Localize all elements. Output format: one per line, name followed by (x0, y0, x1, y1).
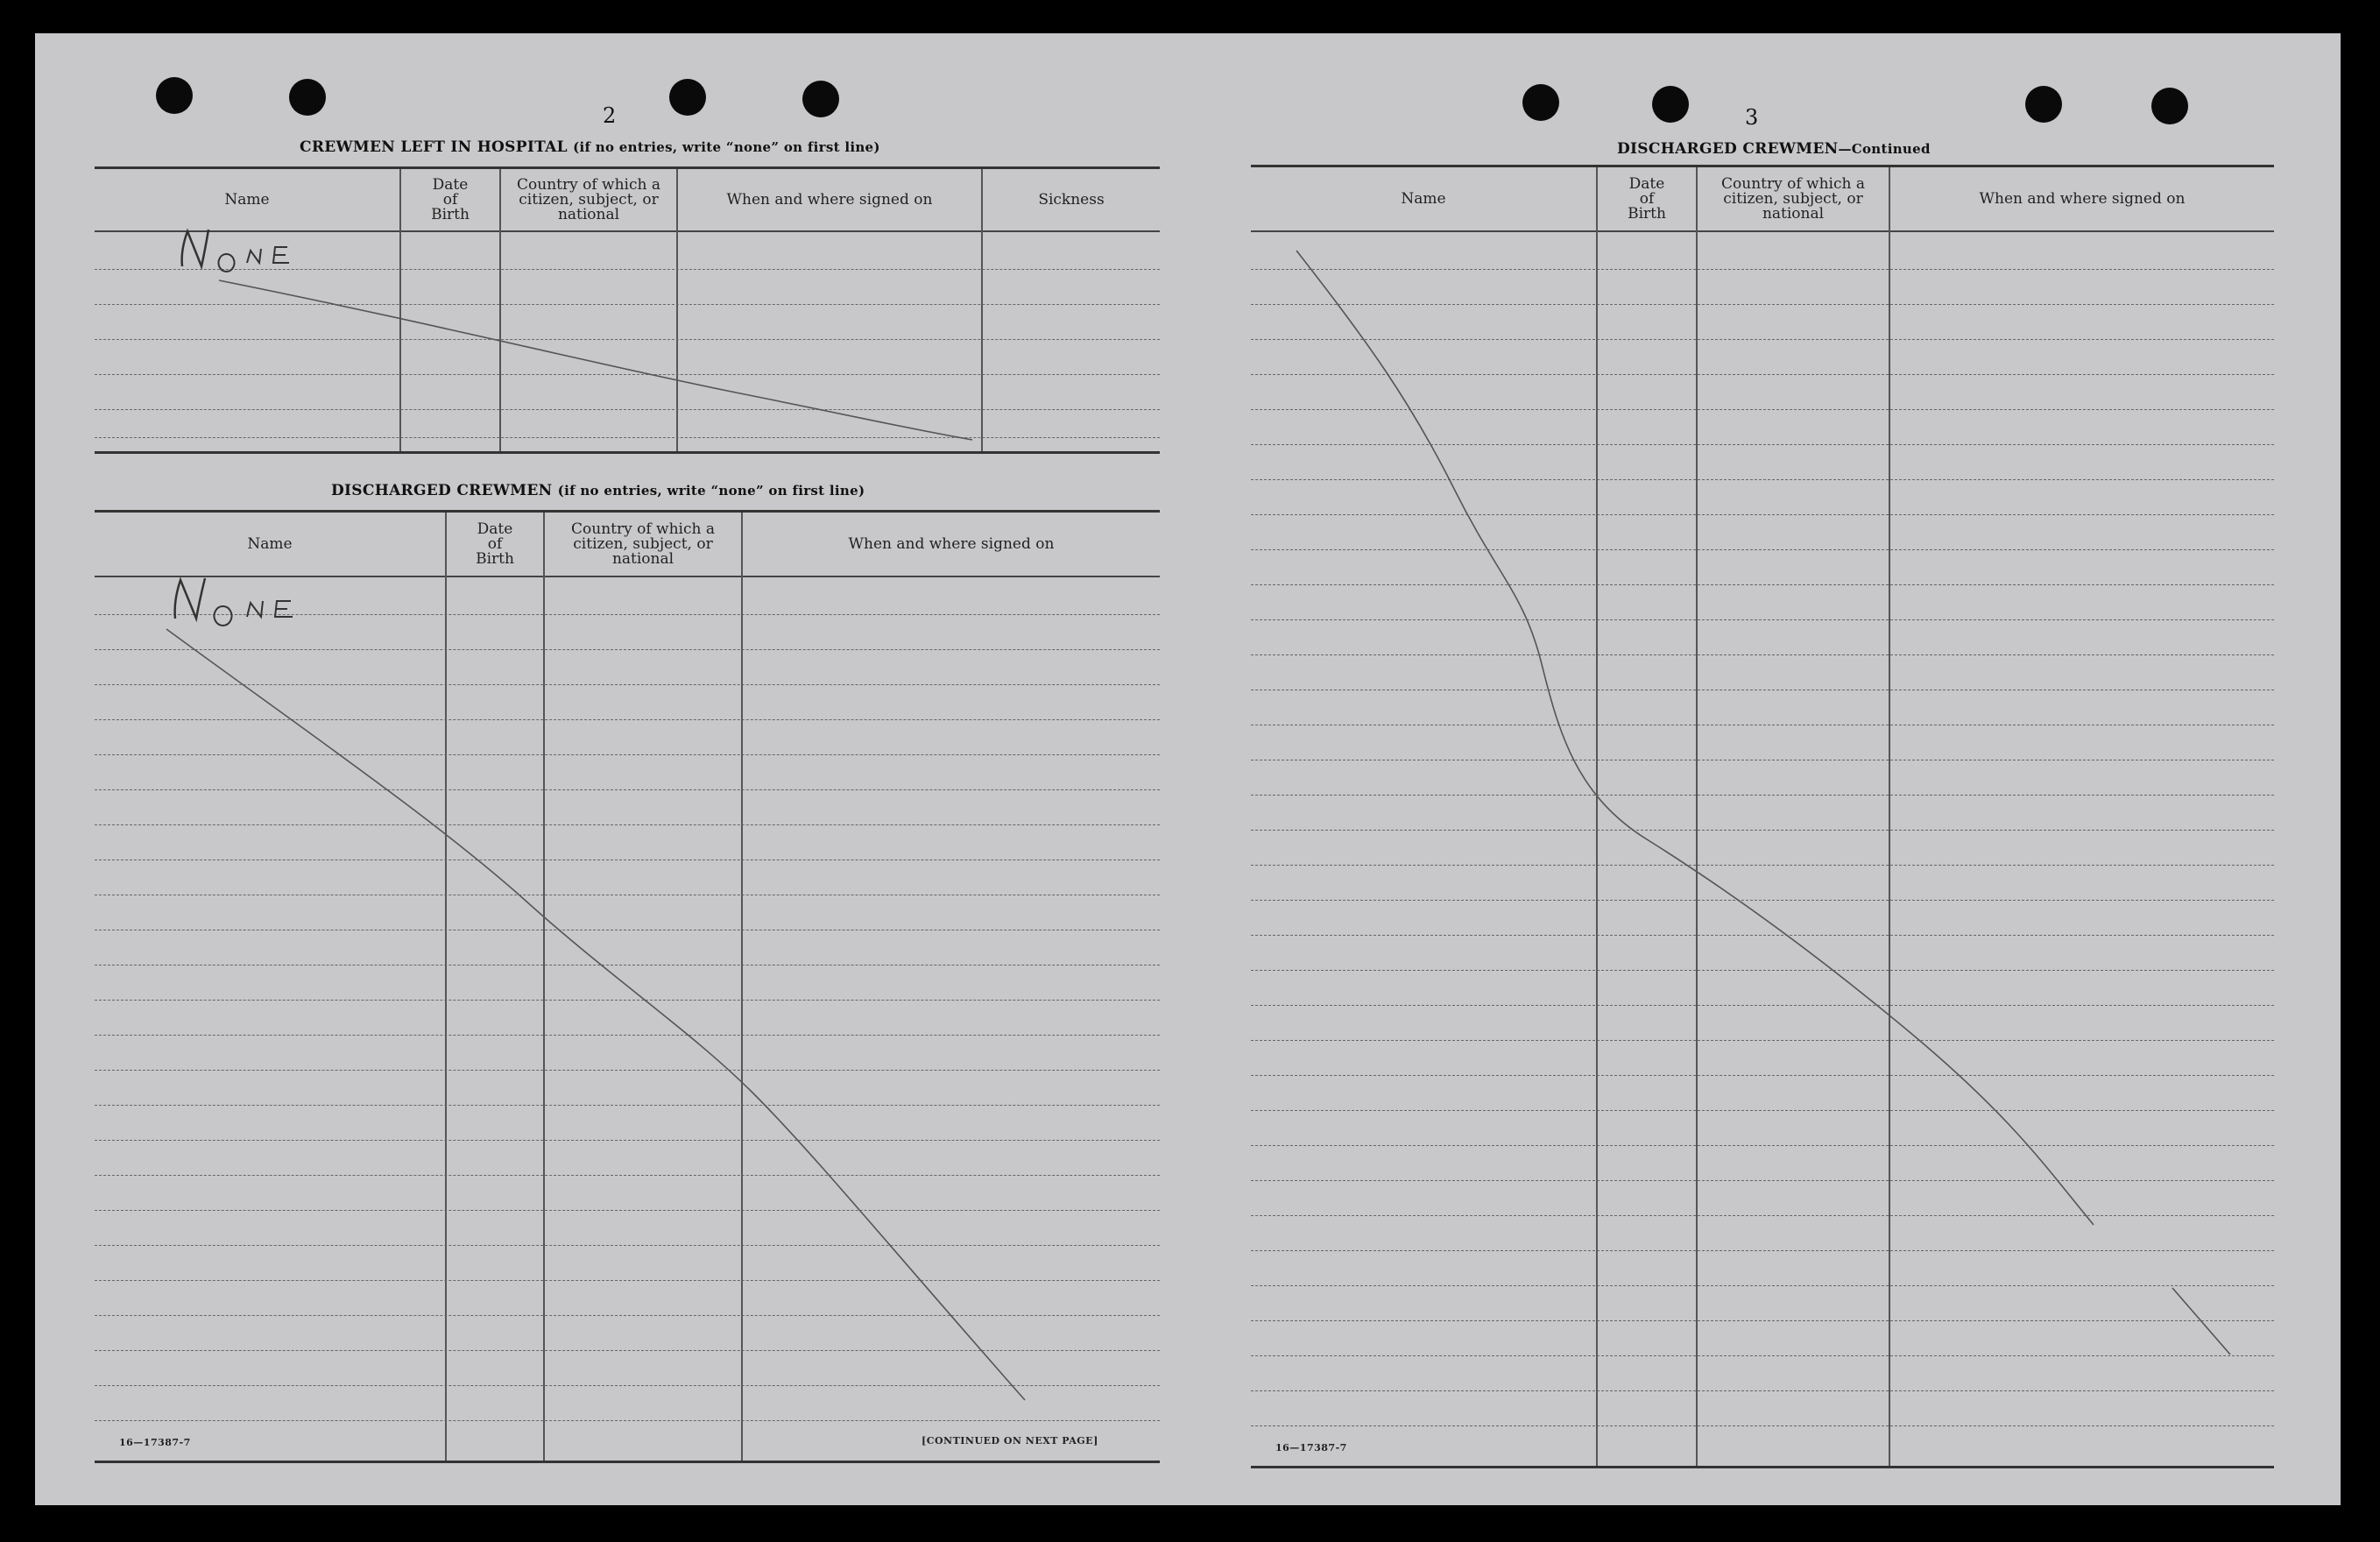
continued-note: [CONTINUED ON NEXT PAGE] (922, 1435, 1098, 1447)
column-header-signed-on: When and where signed on (1979, 189, 2186, 208)
column-header-date-of-birth: Date of Birth (476, 520, 514, 568)
column-header-country: Country of which a citizen, subject, or national (517, 175, 660, 223)
column-header-name: Name (1401, 189, 1446, 208)
discharged-instruction: (if no entries, write “none” on first line) (557, 483, 865, 499)
form-number: 16—17387-7 (119, 1437, 191, 1448)
strike-line-discharged-left (35, 33, 1174, 1505)
document-sheet (35, 33, 2341, 1505)
column-header-signed-on: When and where signed on (726, 190, 933, 209)
column-header-signed-on: When and where signed on (848, 534, 1055, 553)
column-header-date-of-birth: Date of Birth (1628, 174, 1666, 223)
hospital-instruction: (if no entries, write “none” on first line) (573, 139, 880, 155)
form-number: 16—17387-7 (1275, 1442, 1347, 1454)
page-number: 2 (603, 103, 617, 128)
hospital-title: CREWMEN LEFT IN HOSPITAL (300, 138, 568, 156)
discharged-title: DISCHARGED CREWMEN (1617, 140, 1839, 158)
column-header-sickness: Sickness (1038, 190, 1105, 209)
column-header-country: Country of which a citizen, subject, or national (1721, 174, 1865, 223)
left-page (35, 33, 1174, 1505)
page-number: 3 (1745, 105, 1759, 130)
strike-line-discharged-right (1191, 33, 2339, 1505)
column-header-name: Name (247, 534, 293, 553)
column-header-country: Country of which a citizen, subject, or national (571, 520, 715, 568)
column-header-date-of-birth: Date of Birth (431, 175, 470, 223)
discharged-title: DISCHARGED CREWMEN (331, 482, 553, 499)
right-page (1191, 33, 2339, 1505)
continued-suffix: —Continued (1838, 141, 1931, 157)
column-header-name: Name (224, 190, 270, 209)
